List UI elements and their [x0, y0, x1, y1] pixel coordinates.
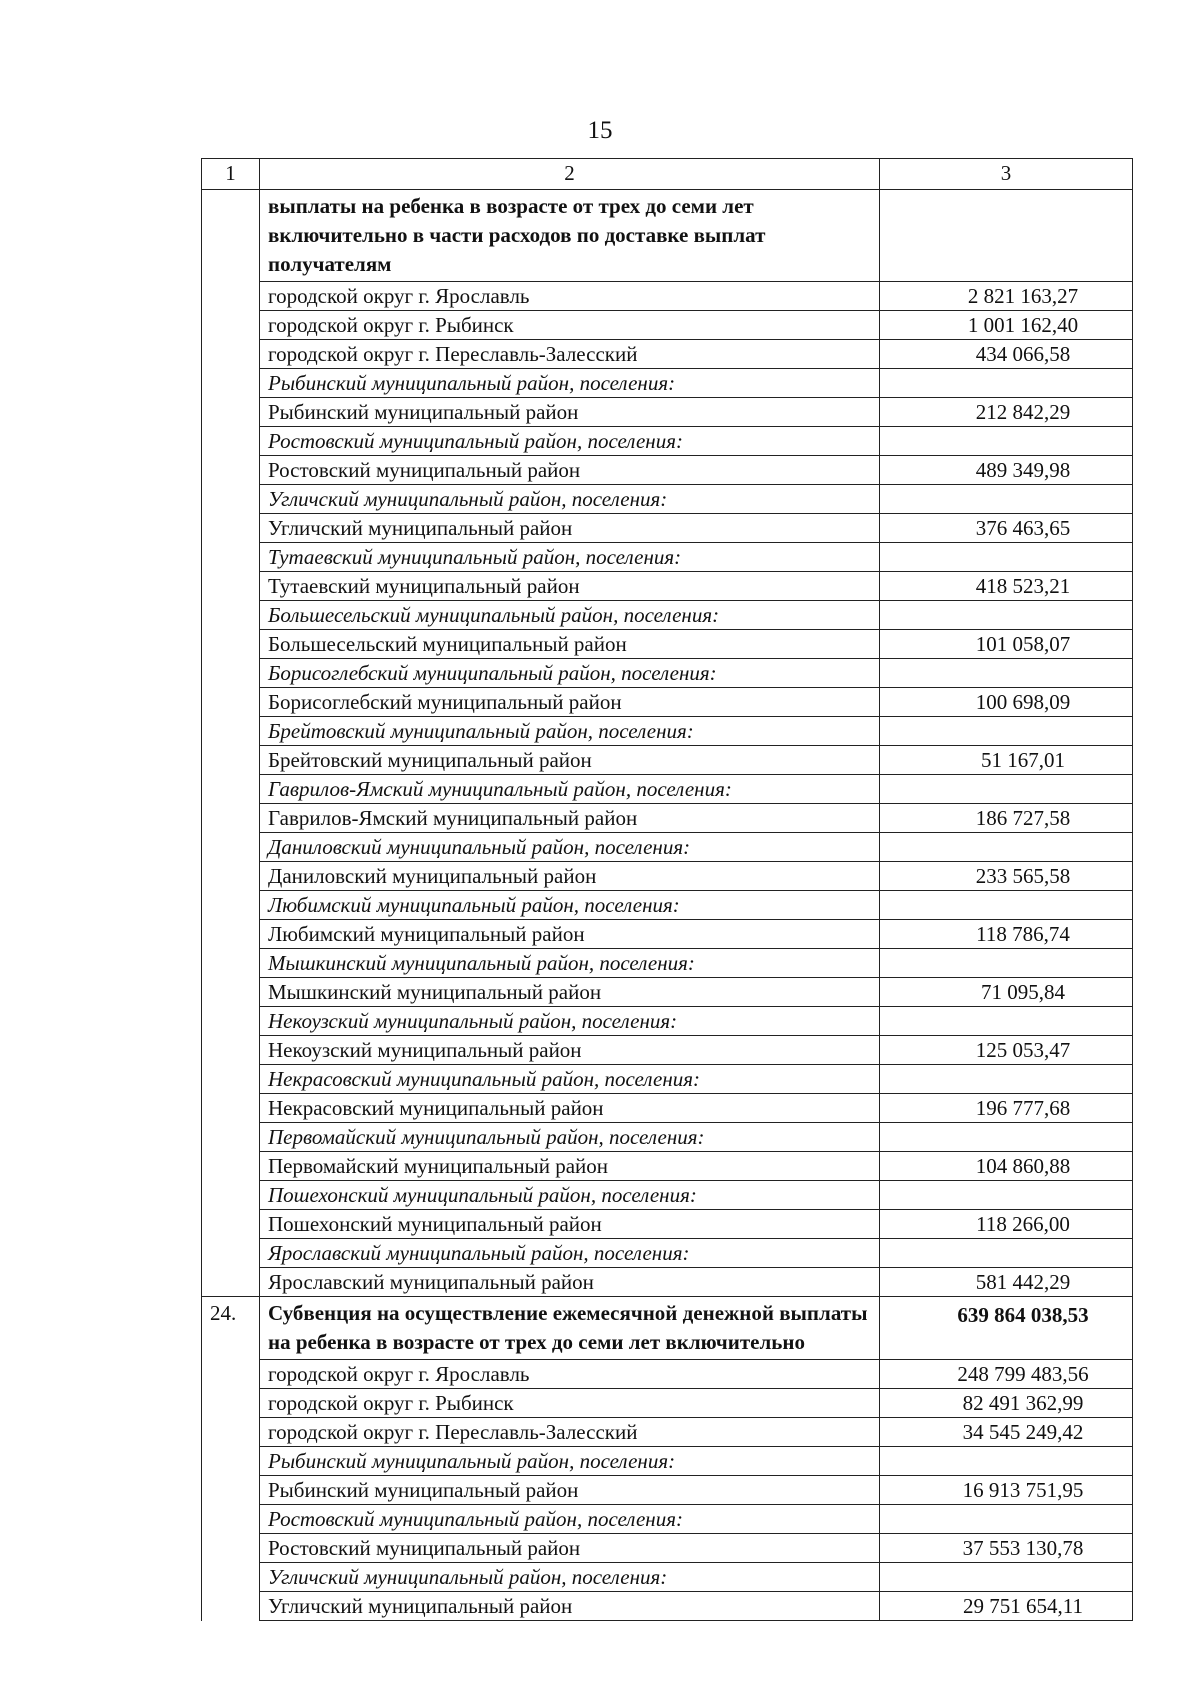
district-group-row	[202, 1563, 1133, 1592]
amount-cell	[880, 190, 1133, 282]
item-number-cell	[202, 398, 260, 427]
item-number-cell	[202, 369, 260, 398]
district-amount	[880, 1239, 1133, 1268]
item-number-cell	[202, 775, 260, 804]
item-number-cell	[202, 833, 260, 862]
district-group-label: Тутаевский муниципальный район, поселения:	[260, 543, 880, 572]
district-name: Ростовский муниципальный район	[260, 456, 880, 485]
item-number-cell	[202, 1592, 260, 1621]
district-amount: 186 727,58	[880, 804, 1133, 833]
district-amount: 104 860,88	[880, 1152, 1133, 1181]
item-number-cell	[202, 746, 260, 775]
district-name: Брейтовский муниципальный район	[260, 746, 880, 775]
district-name: Борисоглебский муниципальный район	[260, 688, 880, 717]
item-number-cell	[202, 282, 260, 311]
column-header-2: 2	[260, 159, 880, 190]
district-amount: 118 266,00	[880, 1210, 1133, 1239]
item-number-cell	[202, 190, 260, 282]
district-name: городской округ г. Переславль-Залесский	[260, 340, 880, 369]
district-row	[202, 1152, 1133, 1181]
page-number: 15	[587, 117, 613, 144]
district-amount: 29 751 654,11	[880, 1592, 1133, 1621]
district-name: городской округ г. Рыбинск	[260, 1389, 880, 1418]
item-number-cell	[202, 862, 260, 891]
item-number-cell	[202, 514, 260, 543]
district-amount	[880, 369, 1133, 398]
district-amount: 125 053,47	[880, 1036, 1133, 1065]
district-row	[202, 1592, 1133, 1621]
district-amount: 434 066,58	[880, 340, 1133, 369]
district-row	[202, 311, 1133, 340]
item-number-cell	[202, 978, 260, 1007]
item-number-cell	[202, 1181, 260, 1210]
district-amount: 118 786,74	[880, 920, 1133, 949]
district-name: Даниловский муниципальный район	[260, 862, 880, 891]
table-header-row	[202, 159, 1133, 190]
item-number-cell	[202, 688, 260, 717]
district-amount	[880, 833, 1133, 862]
item-number-cell	[202, 1007, 260, 1036]
item-number-cell	[202, 891, 260, 920]
district-group-label: Рыбинский муниципальный район, поселения:	[260, 369, 880, 398]
district-row	[202, 1036, 1133, 1065]
item-number-cell	[202, 717, 260, 746]
district-row	[202, 456, 1133, 485]
district-name: Рыбинский муниципальный район	[260, 1476, 880, 1505]
district-group-label: Гаврилов-Ямский муниципальный район, поселения:	[260, 775, 880, 804]
district-row	[202, 340, 1133, 369]
item-number-cell	[202, 1239, 260, 1268]
district-row	[202, 282, 1133, 311]
district-group-row	[202, 1505, 1133, 1534]
item-number-cell	[202, 630, 260, 659]
district-row	[202, 630, 1133, 659]
district-amount: 101 058,07	[880, 630, 1133, 659]
item-number-cell	[202, 1094, 260, 1123]
section-title-row	[202, 1297, 1133, 1360]
district-amount: 82 491 362,99	[880, 1389, 1133, 1418]
district-row	[202, 1534, 1133, 1563]
district-group-row	[202, 833, 1133, 862]
district-amount: 418 523,21	[880, 572, 1133, 601]
district-row	[202, 398, 1133, 427]
district-group-label: Брейтовский муниципальный район, поселения:	[260, 717, 880, 746]
section-title: Субвенция на осуществление ежемесячной денежной выплаты на ребенка в возрасте от трех до семи лет включительно	[260, 1297, 880, 1360]
district-amount	[880, 1065, 1133, 1094]
continuation-title: выплаты на ребенка в возрасте от трех до семи лет включительно в части расходов по доставке выплат получателям	[260, 190, 880, 282]
district-amount: 248 799 483,56	[880, 1360, 1133, 1389]
district-group-row	[202, 891, 1133, 920]
district-amount: 1 001 162,40	[880, 311, 1133, 340]
district-group-row	[202, 949, 1133, 978]
item-number-cell	[202, 543, 260, 572]
item-number-cell	[202, 949, 260, 978]
district-name: Тутаевский муниципальный район	[260, 572, 880, 601]
item-number-cell	[202, 920, 260, 949]
item-number-cell	[202, 1123, 260, 1152]
district-name: Мышкинский муниципальный район	[260, 978, 880, 1007]
district-group-label: Мышкинский муниципальный район, поселения:	[260, 949, 880, 978]
district-name: Любимский муниципальный район	[260, 920, 880, 949]
district-group-row	[202, 1447, 1133, 1476]
district-group-row	[202, 717, 1133, 746]
district-group-row	[202, 427, 1133, 456]
district-amount: 34 545 249,42	[880, 1418, 1133, 1447]
district-row	[202, 1418, 1133, 1447]
district-name: Рыбинский муниципальный район	[260, 398, 880, 427]
district-group-label: Любимский муниципальный район, поселения:	[260, 891, 880, 920]
district-amount	[880, 1181, 1133, 1210]
district-group-row	[202, 1181, 1133, 1210]
district-name: Некрасовский муниципальный район	[260, 1094, 880, 1123]
district-group-row	[202, 1239, 1133, 1268]
item-number-cell	[202, 1268, 260, 1297]
district-group-label: Борисоглебский муниципальный район, поселения:	[260, 659, 880, 688]
district-amount	[880, 1505, 1133, 1534]
district-amount: 2 821 163,27	[880, 282, 1133, 311]
district-amount: 71 095,84	[880, 978, 1133, 1007]
district-name: Ярославский муниципальный район	[260, 1268, 880, 1297]
district-name: городской округ г. Переславль-Залесский	[260, 1418, 880, 1447]
item-number-cell	[202, 1210, 260, 1239]
district-group-label: Некоузский муниципальный район, поселения:	[260, 1007, 880, 1036]
district-amount	[880, 485, 1133, 514]
district-row	[202, 804, 1133, 833]
district-name: Некоузский муниципальный район	[260, 1036, 880, 1065]
column-header-1: 1	[202, 159, 260, 190]
item-number-cell	[202, 1447, 260, 1476]
district-group-row	[202, 601, 1133, 630]
district-amount: 376 463,65	[880, 514, 1133, 543]
district-row	[202, 978, 1133, 1007]
district-amount	[880, 717, 1133, 746]
district-amount	[880, 775, 1133, 804]
district-group-label: Угличский муниципальный район, поселения:	[260, 485, 880, 514]
district-row	[202, 1210, 1133, 1239]
district-group-row	[202, 659, 1133, 688]
section-number: 24.	[202, 1297, 260, 1360]
continuation-title-row	[202, 190, 1133, 282]
district-amount: 233 565,58	[880, 862, 1133, 891]
item-number-cell	[202, 804, 260, 833]
district-group-row	[202, 485, 1133, 514]
item-number-cell	[202, 456, 260, 485]
district-amount: 51 167,01	[880, 746, 1133, 775]
item-number-cell	[202, 659, 260, 688]
item-number-cell	[202, 427, 260, 456]
item-number-cell	[202, 1152, 260, 1181]
district-name: Угличский муниципальный район	[260, 1592, 880, 1621]
district-group-label: Ярославский муниципальный район, поселения:	[260, 1239, 880, 1268]
item-number-cell	[202, 572, 260, 601]
district-amount	[880, 659, 1133, 688]
district-amount: 196 777,68	[880, 1094, 1133, 1123]
district-name: городской округ г. Ярославль	[260, 1360, 880, 1389]
section-total: 639 864 038,53	[880, 1297, 1133, 1360]
district-amount	[880, 949, 1133, 978]
district-amount	[880, 891, 1133, 920]
item-number-cell	[202, 601, 260, 630]
district-amount	[880, 1007, 1133, 1036]
district-group-row	[202, 543, 1133, 572]
item-number-cell	[202, 1065, 260, 1094]
district-amount: 16 913 751,95	[880, 1476, 1133, 1505]
item-number-cell	[202, 1036, 260, 1065]
district-name: Большесельский муниципальный район	[260, 630, 880, 659]
district-group-row	[202, 369, 1133, 398]
item-number-cell	[202, 485, 260, 514]
district-group-label: Первомайский муниципальный район, поселения:	[260, 1123, 880, 1152]
district-group-label: Рыбинский муниципальный район, поселения:	[260, 1447, 880, 1476]
district-group-row	[202, 1123, 1133, 1152]
district-row	[202, 920, 1133, 949]
district-group-label: Пошехонский муниципальный район, поселения:	[260, 1181, 880, 1210]
district-row	[202, 1389, 1133, 1418]
district-amount: 37 553 130,78	[880, 1534, 1133, 1563]
district-amount	[880, 601, 1133, 630]
district-row	[202, 688, 1133, 717]
district-group-row	[202, 1065, 1133, 1094]
district-group-label: Ростовский муниципальный район, поселения:	[260, 427, 880, 456]
subvention-table	[201, 158, 1133, 1621]
district-group-label: Даниловский муниципальный район, поселения:	[260, 833, 880, 862]
district-amount	[880, 543, 1133, 572]
district-name: городской округ г. Рыбинск	[260, 311, 880, 340]
district-row	[202, 1094, 1133, 1123]
district-group-label: Угличский муниципальный район, поселения:	[260, 1563, 880, 1592]
item-number-cell	[202, 1476, 260, 1505]
district-group-label: Некрасовский муниципальный район, поселения:	[260, 1065, 880, 1094]
district-row	[202, 1476, 1133, 1505]
district-amount	[880, 1447, 1133, 1476]
item-number-cell	[202, 1534, 260, 1563]
item-number-cell	[202, 311, 260, 340]
district-row	[202, 1268, 1133, 1297]
district-row	[202, 1360, 1133, 1389]
district-name: Гаврилов-Ямский муниципальный район	[260, 804, 880, 833]
district-amount: 212 842,29	[880, 398, 1133, 427]
item-number-cell	[202, 1360, 260, 1389]
district-amount	[880, 427, 1133, 456]
district-group-label: Большесельский муниципальный район, поселения:	[260, 601, 880, 630]
district-name: Первомайский муниципальный район	[260, 1152, 880, 1181]
district-name: городской округ г. Ярославль	[260, 282, 880, 311]
item-number-cell	[202, 340, 260, 369]
district-group-row	[202, 775, 1133, 804]
district-group-row	[202, 1007, 1133, 1036]
district-amount: 489 349,98	[880, 456, 1133, 485]
district-row	[202, 746, 1133, 775]
district-group-label: Ростовский муниципальный район, поселения:	[260, 1505, 880, 1534]
district-amount: 100 698,09	[880, 688, 1133, 717]
district-amount	[880, 1563, 1133, 1592]
column-header-3: 3	[880, 159, 1133, 190]
item-number-cell	[202, 1563, 260, 1592]
item-number-cell	[202, 1389, 260, 1418]
district-amount: 581 442,29	[880, 1268, 1133, 1297]
district-row	[202, 862, 1133, 891]
district-name: Угличский муниципальный район	[260, 514, 880, 543]
item-number-cell	[202, 1418, 260, 1447]
district-name: Ростовский муниципальный район	[260, 1534, 880, 1563]
district-amount	[880, 1123, 1133, 1152]
district-row	[202, 572, 1133, 601]
district-name: Пошехонский муниципальный район	[260, 1210, 880, 1239]
district-row	[202, 514, 1133, 543]
item-number-cell	[202, 1505, 260, 1534]
